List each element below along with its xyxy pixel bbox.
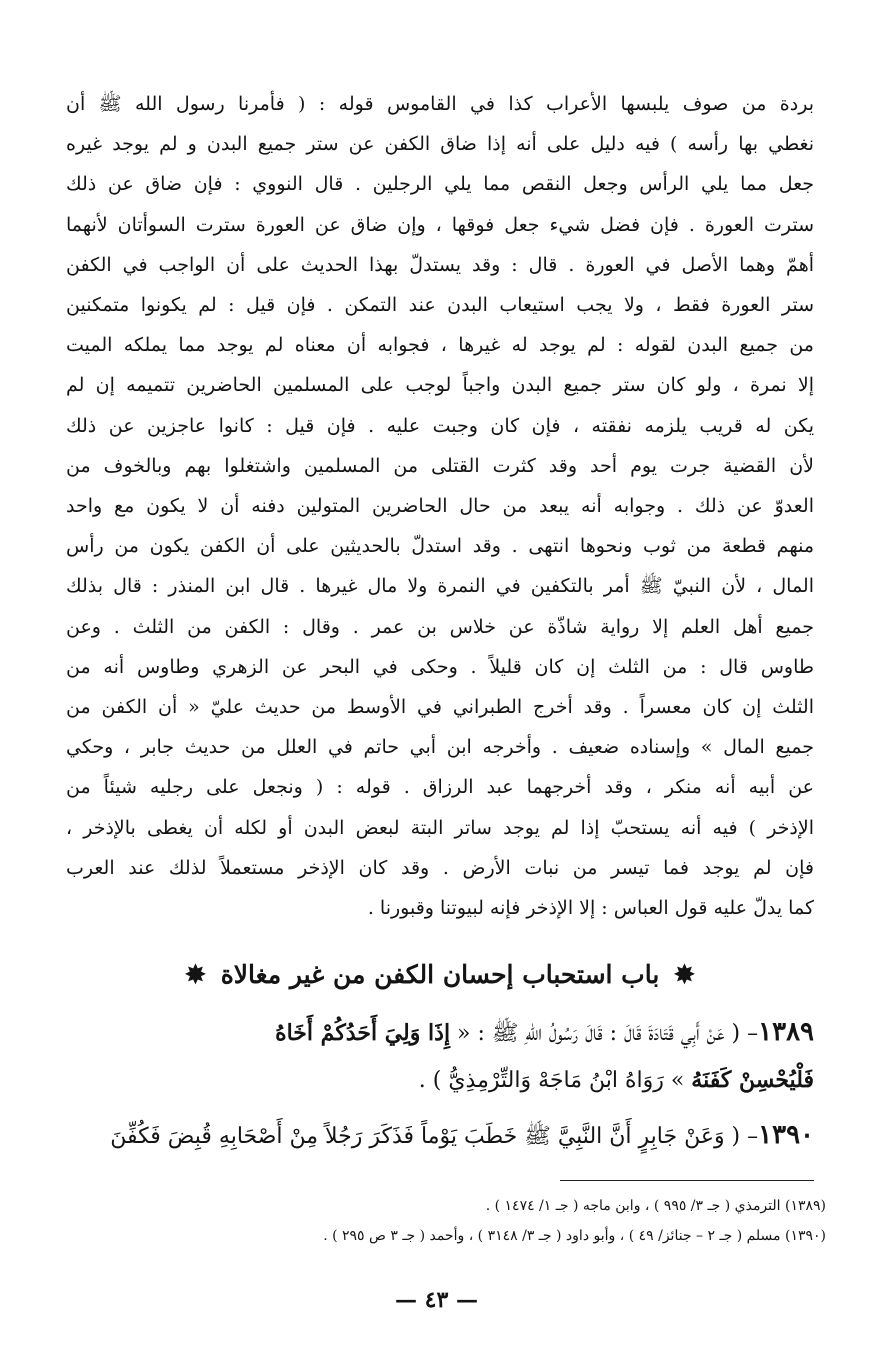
- text-line: جعل مما يلي الرأس وجعل النقص مما يلي الرجلين . قال النووي : فإن ضاق عن ذلك: [66, 173, 814, 196]
- text-line: جميع أهل العلم إلا رواية شاذّة عن خلاس بن عمر . وقال : الكفن من الثلث . وعن: [66, 615, 814, 638]
- text-line: كما يدلّ عليه قول العباس : إلا الإذخر فإنه لبيوتنا وقبورنا .: [367, 897, 814, 919]
- text-line: إلا نمرة ، ولو كان ستر جميع البدن واجباً لوجب على المسلمين الحاضرين تتميمه إن لم: [66, 374, 814, 397]
- text-line: طاوس قال : من الثلث إن كان قليلاً . وحكى في البحر عن الزهري وطاوس أنه من: [66, 655, 814, 678]
- text-line: يكن له قريب يلزمه نفقته ، فإن كان وجبت عليه . فإن قيل : كانوا عاجزين عن ذلك: [66, 414, 814, 437]
- hadith-number: ١٣٨٩: [758, 1017, 814, 1047]
- text-line: لأن القضية جرت يوم أحد وقد كثرت القتلى من المسلمين واشتغلوا بهم وبالخوف من: [66, 454, 814, 477]
- star-ornament-icon: ✸: [674, 960, 695, 989]
- text-line: سترت العورة . فإن فضل شيء جعل فوقها ، وإن ضاق عن العورة سترت السوأتان لأنهما: [66, 213, 814, 236]
- text-line: عن أبيه أنه منكر ، وقد أخرجهما عبد الرزاق . قوله : ( ونجعل على رجليه شيئاً من: [66, 776, 814, 799]
- hadith-text: – ( وَعَنْ جَابِرٍ أَنَّ النَّبِيَّ ﷺ خَطَبَ يَوْماً فَذَكَرَ رَجُلاً مِنْ أَصْحَابِهِ قُبِضَ فَكُفِّنَ: [110, 1124, 759, 1149]
- footnote-1389: (١٣٨٩) الترمذي ( جـ ٣/ ٩٩٥ ) ، وابن ماجه ( جـ ١/ ١٤٧٤ ) .: [485, 1198, 826, 1214]
- star-ornament-icon: ✸: [185, 960, 206, 989]
- hadith-number: ١٣٩٠: [758, 1120, 814, 1150]
- text-line: من جميع البدن لقوله : لم يوجد له غيرها ، فجوابه أن معناه لم يوجد مما يملكه الميت: [66, 334, 814, 357]
- hadith-1390: [66, 1112, 814, 1158]
- text-line: جميع المال » وإسناده ضعيف . وأخرجه ابن أبي حاتم في العلل من حديث جابر ، وحكي: [66, 736, 814, 759]
- hadith-matn-bold: فَلْيُحْسِنْ كَفَنَهُ: [691, 1067, 814, 1093]
- hadith-text: – ( عَنْ أَبِي قَتَادَةَ قَالَ : قَالَ رَسُولُ اللهِ ﷺ : «: [450, 1021, 759, 1046]
- text-line: فإن لم يوجد فما تيسر من نبات الأرض . وقد كان الإذخر مستعملاً لذلك عند العرب: [66, 856, 814, 879]
- text-line: منهم قطعة من ثوب ونحوها انتهى . وقد استدلّ بالحديثين على أن الكفن يكون من رأس: [66, 535, 814, 558]
- chapter-title: باب استحباب إحسان الكفن من غير مغالاة: [220, 960, 660, 989]
- hadith-1389-line-2: [66, 1057, 814, 1103]
- text-line: نغطي بها رأسه ) فيه دليل على أنه إذا ضاق الكفن عن ستر جميع البدن و لم يوجد غيره: [66, 133, 814, 156]
- footnote-1390: (١٣٩٠) مسلم ( جـ ٢ – جنائز/ ٤٩ ) ، وأبو داود ( جـ ٣/ ٣١٤٨ ) ، وأحمد ( جـ ٣ ص ٢٩٥ ) .: [323, 1228, 826, 1244]
- hadith-source: » رَوَاهُ ابْنُ مَاجَهْ وَالتِّرْمِذِيُّ ) .: [418, 1068, 692, 1093]
- text-line: الثلث إن كان معسراً . وقد أخرج الطبراني في الأوسط من حديث عليّ « أن الكفن من: [66, 696, 814, 718]
- hadith-matn-bold: إِذَا وَلِيَ أَحَدُكُمْ أَخَاهُ: [275, 1020, 451, 1046]
- text-line: العدوّ عن ذلك . وجوابه أنه يبعد من حال الحاضرين المتولين دفنه أن لا يكون مع واحد: [66, 495, 814, 517]
- page-number: — ٤٣ —: [395, 1287, 478, 1313]
- text-line: ستر العورة فقط ، ولا يجب استيعاب البدن عند التمكن . فإن قيل : لم يكونوا متمكنين: [66, 294, 814, 316]
- hadith-1389-line-1: [66, 1009, 814, 1055]
- text-line: المال ، لأن النبيّ ﷺ أمر بالتكفين في النمرة ولا مال غيرها . قال ابن المنذر : قال بذلك: [66, 575, 814, 598]
- text-line: أهمّ وهما الأصل في العورة . قال : وقد يستدلّ بهذا الحديث على أن الواجب في الكفن: [66, 253, 814, 276]
- chapter-heading: [66, 953, 814, 997]
- footnote-divider: [560, 1180, 814, 1181]
- text-line: بردة من صوف يلبسها الأعراب كذا في القاموس قوله : ( فأمرنا رسول الله ﷺ أن: [66, 93, 814, 115]
- text-line: الإذخر ) فيه أنه يستحبّ إذا لم يوجد ساتر البتة لبعض البدن أو لكله أن يغطى بالإذخر ،: [66, 816, 814, 839]
